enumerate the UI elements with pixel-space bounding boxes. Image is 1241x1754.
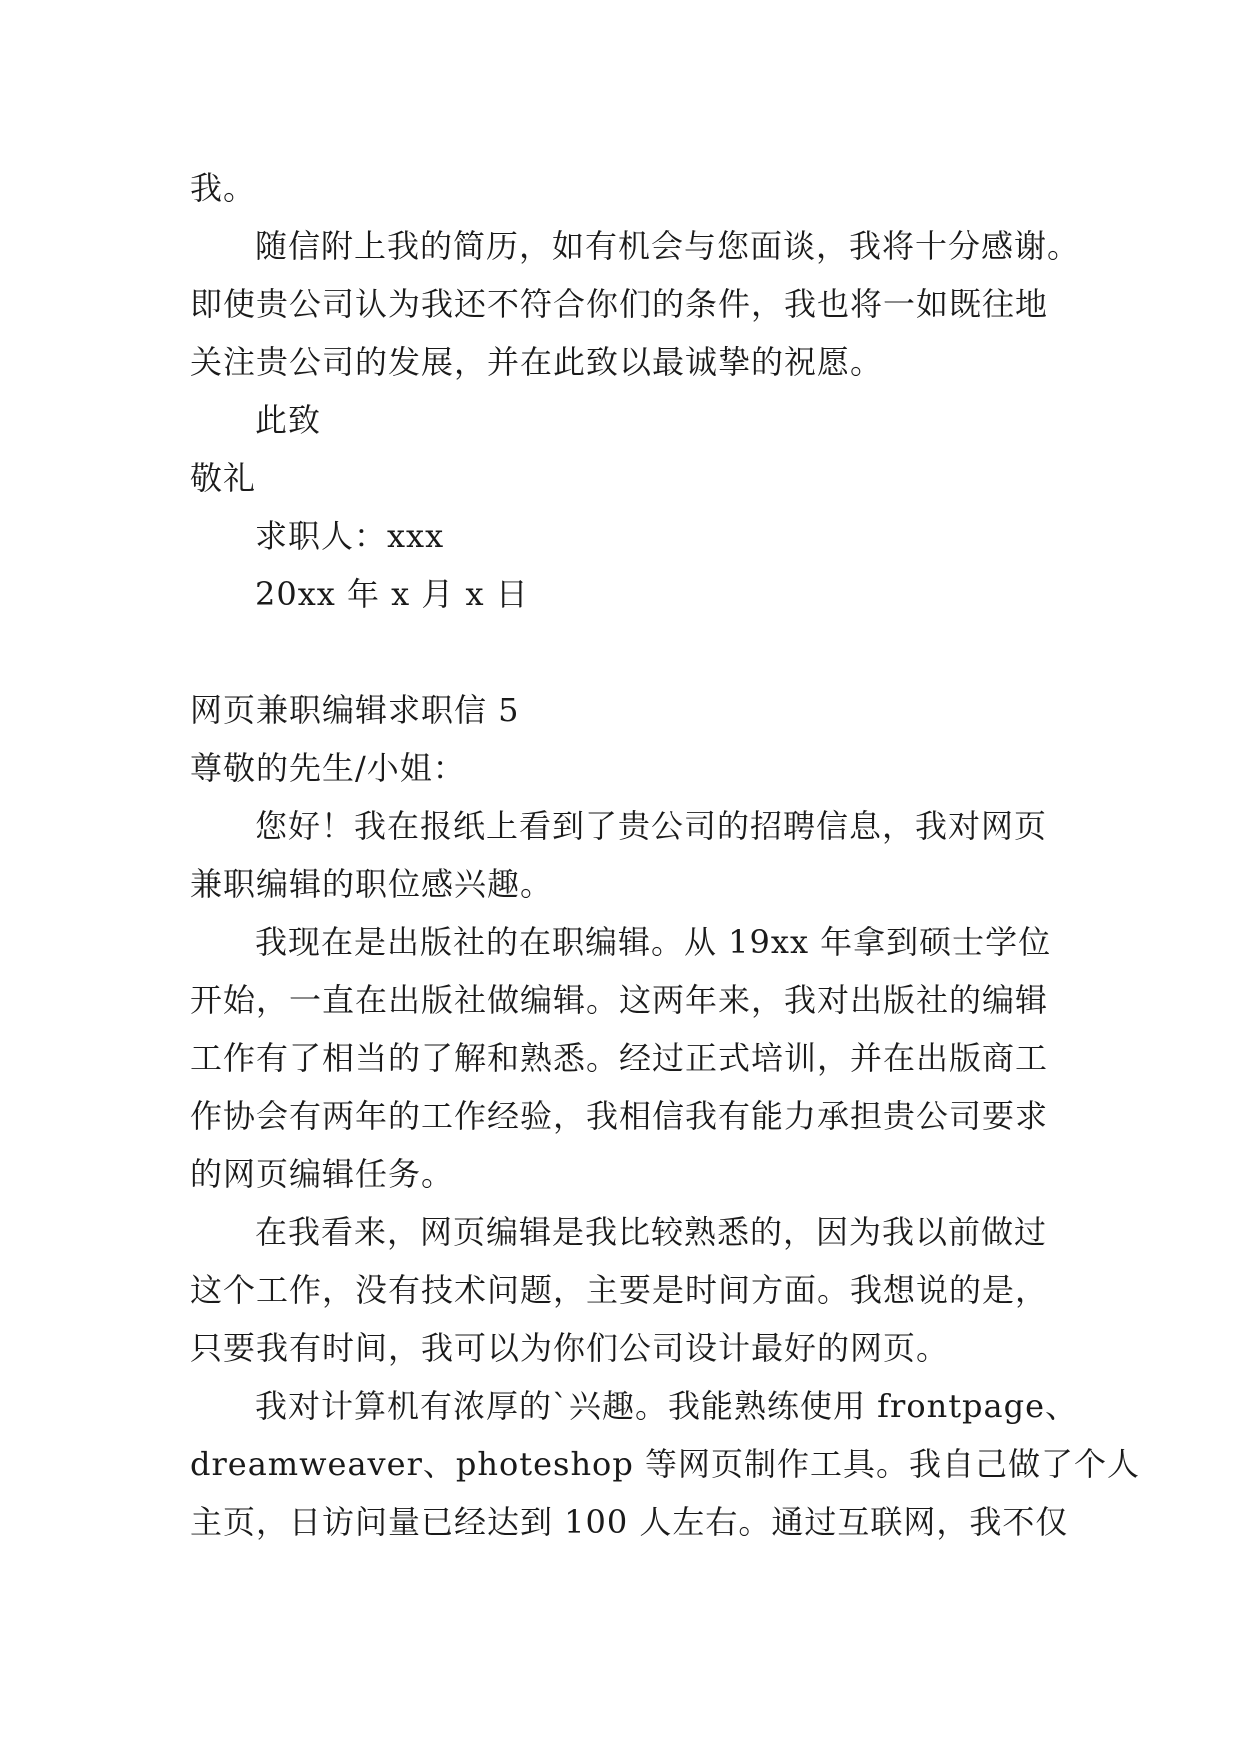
body-line: 随信附上我的简历，如有机会与您面谈，我将十分感谢。 xyxy=(255,227,1081,265)
body-line: 工作有了相当的了解和熟悉。经过正式培训，并在出版商工 xyxy=(190,1039,1049,1077)
body-line: 作协会有两年的工作经验，我相信我有能力承担贵公司要求 xyxy=(190,1097,1049,1135)
body-line: 主页，日访问量已经达到 100 人左右。通过互联网，我不仅 xyxy=(190,1503,1069,1541)
body-line: 开始，一直在出版社做编辑。这两年来，我对出版社的编辑 xyxy=(190,981,1049,1019)
salutation-line: 敬礼 xyxy=(190,459,257,497)
body-line: dreamweaver、photeshop 等网页制作工具。我自己做了个人 xyxy=(190,1445,1140,1483)
body-line: 关注贵公司的发展，并在此致以最诚挚的祝愿。 xyxy=(190,343,884,381)
body-line: 您好！我在报纸上看到了贵公司的招聘信息，我对网页 xyxy=(255,807,1048,845)
body-line: 我对计算机有浓厚的`兴趣。我能熟练使用 frontpage、 xyxy=(255,1387,1079,1425)
signature-name: 求职人：xxx xyxy=(255,517,445,555)
signature-date: 20xx 年 x 月 x 日 xyxy=(255,575,529,613)
body-line: 的网页编辑任务。 xyxy=(190,1155,455,1193)
body-line: 兼职编辑的职位感兴趣。 xyxy=(190,865,554,903)
closing-line: 此致 xyxy=(255,401,322,439)
body-line: 我现在是出版社的在职编辑。从 19xx 年拿到硕士学位 xyxy=(255,923,1052,961)
body-line: 我。 xyxy=(190,169,257,207)
section-title: 网页兼职编辑求职信 5 xyxy=(190,691,520,729)
body-line: 这个工作，没有技术问题，主要是时间方面。我想说的是， xyxy=(190,1271,1049,1309)
greeting-line: 尊敬的先生/小姐： xyxy=(190,749,466,787)
body-line: 即使贵公司认为我还不符合你们的条件，我也将一如既往地 xyxy=(190,285,1049,323)
body-line: 在我看来，网页编辑是我比较熟悉的，因为我以前做过 xyxy=(255,1213,1048,1251)
body-line: 只要我有时间，我可以为你们公司设计最好的网页。 xyxy=(190,1329,950,1367)
